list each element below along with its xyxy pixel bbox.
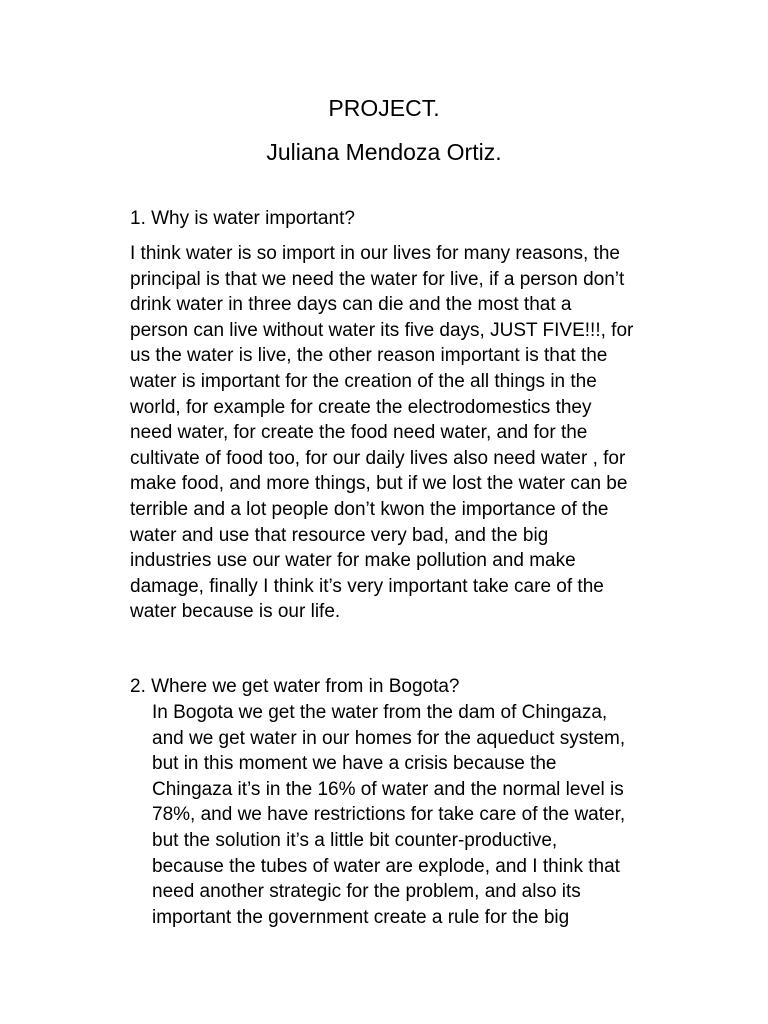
- question-2: 2. Where we get water from in Bogota?: [130, 676, 460, 697]
- answer-line: but the solution it’s a little bit counter-productive,: [152, 829, 558, 851]
- answer-1: [130, 241, 633, 625]
- answer-line: need water, for create the food need water, and for the: [130, 422, 588, 444]
- document-title: PROJECT.: [328, 95, 440, 121]
- answer-line: damage, finally I think it’s very important take care of the: [130, 575, 604, 597]
- answer-line: world, for example for create the electrodomestics they: [130, 396, 592, 418]
- author-name: Juliana Mendoza Ortiz.: [266, 139, 502, 165]
- answer-line: 78%, and we have restrictions for take care of the water,: [152, 804, 626, 826]
- answer-line: because the tubes of water are explode, and I think that: [152, 855, 620, 877]
- answer-line: us the water is live, the other reason important is that the: [130, 345, 608, 367]
- answer-line: person can live without water its five days, JUST FIVE!!!, for: [130, 319, 634, 341]
- answer-line: In Bogota we get the water from the dam of Chingaza,: [152, 702, 608, 723]
- answer-2: [152, 700, 625, 930]
- answer-line: terrible and a lot people don’t kwon the importance of the: [130, 498, 609, 520]
- answer-line: drink water in three days can die and the most that a: [130, 294, 572, 316]
- answer-line: make food, and more things, but if we lost the water can be: [130, 473, 628, 495]
- answer-line: need another strategic for the problem, and also its: [152, 881, 581, 903]
- question-1: 1. Why is water important?: [130, 208, 355, 229]
- answer-line: industries use our water for make pollution and make: [130, 550, 576, 572]
- answer-line: water and use that resource very bad, and the big: [130, 524, 549, 546]
- answer-line: I think water is so import in our lives for many reasons, the: [130, 243, 620, 264]
- answer-line: but in this moment we have a crisis because the: [152, 753, 557, 775]
- answer-line: principal is that we need the water for live, if a person don’t: [130, 268, 625, 290]
- answer-line: water is important for the creation of the all things in the: [130, 370, 597, 392]
- answer-line: and we get water in our homes for the aqueduct system,: [152, 727, 626, 749]
- answer-line: important the government create a rule for the big: [152, 906, 570, 928]
- answer-line: cultivate of food too, for our daily lives also need water , for: [130, 447, 626, 469]
- answer-line: Chingaza it’s in the 16% of water and the normal level is: [152, 778, 624, 800]
- answer-line: water because is our life.: [130, 601, 341, 623]
